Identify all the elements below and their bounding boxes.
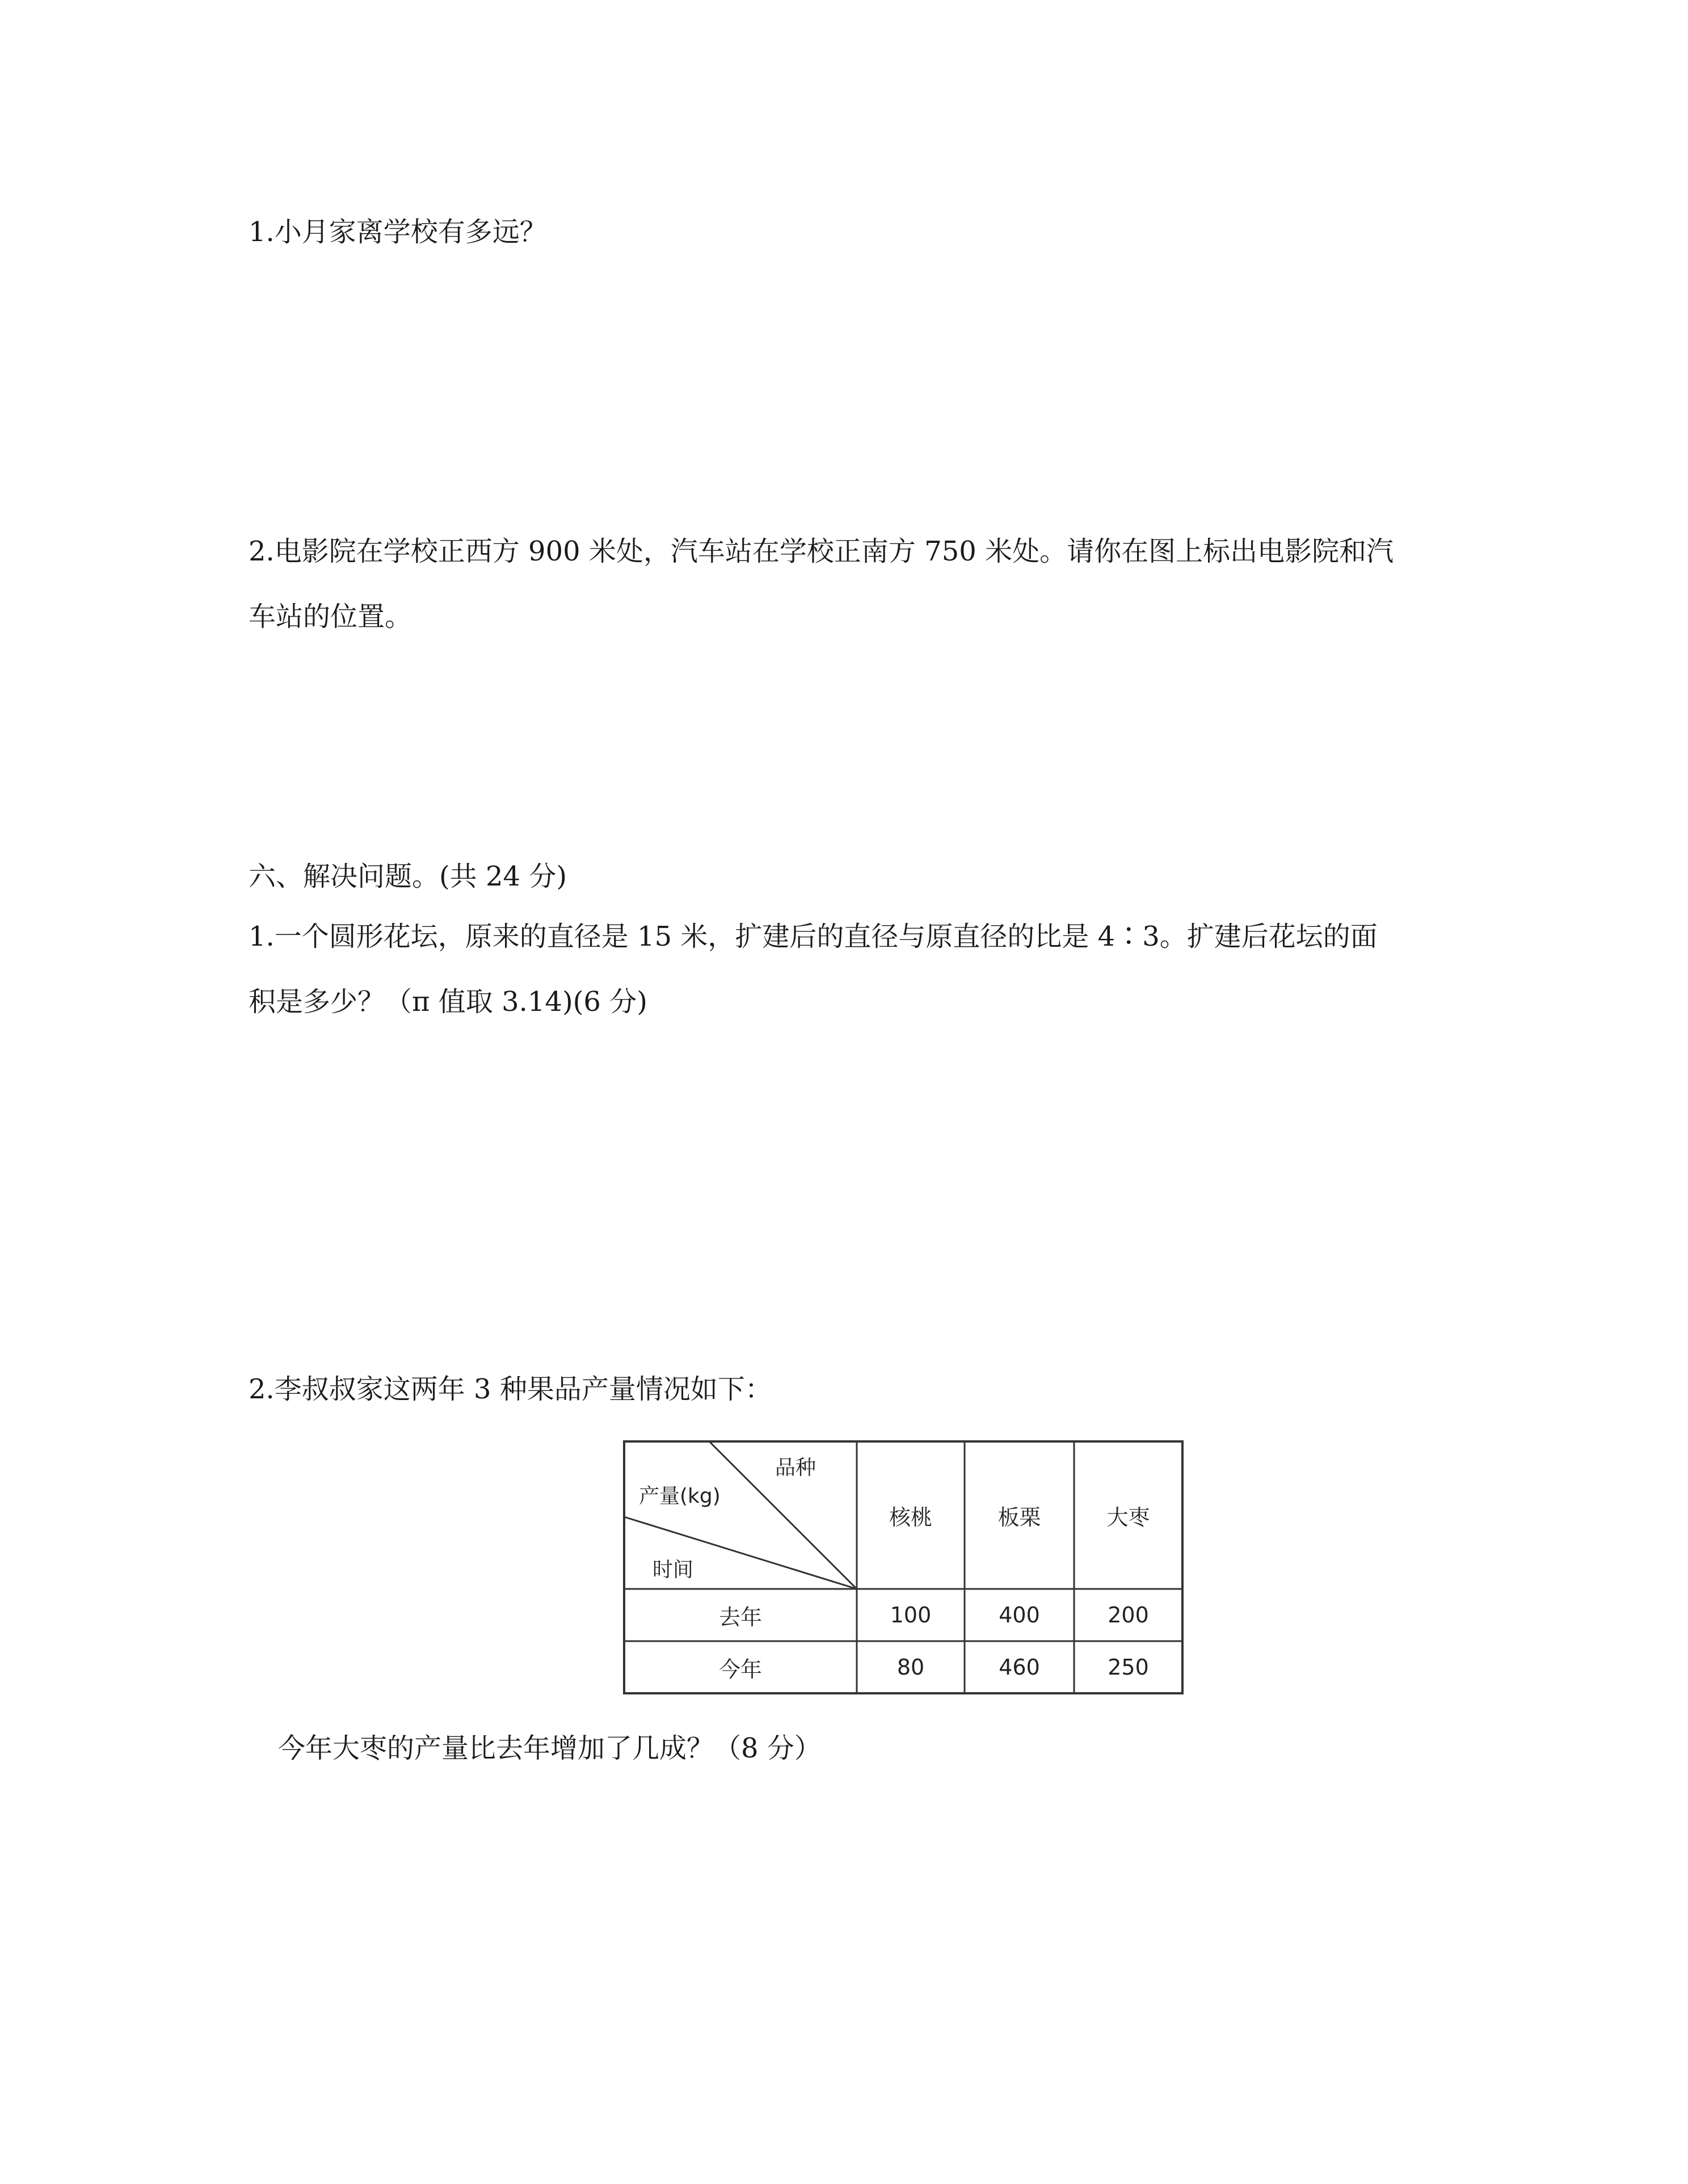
corner-label-time: 时间 xyxy=(653,1558,694,1582)
table-cell: 460 xyxy=(999,1655,1040,1680)
problem-6-1-line-1: 1.一个圆形花坛，原来的直径是 15 米，扩建后的直径与原直径的比是 4∶3。扩建后花坛的面 xyxy=(249,921,1378,952)
column-header-chestnut: 板栗 xyxy=(997,1504,1041,1530)
question-5-2-line-1: 2.电影院在学校正西方 900 米处，汽车站在学校正南方 750 米处。请你在图上标出电影院和汽 xyxy=(249,536,1394,567)
table-cell: 100 xyxy=(890,1603,932,1628)
column-header-jujube: 大枣 xyxy=(1106,1504,1150,1530)
problem-6-2-question: 今年大枣的产量比去年增加了几成？（8 分） xyxy=(278,1732,822,1764)
table-cell: 80 xyxy=(896,1655,925,1680)
column-header-walnut: 核桃 xyxy=(889,1504,932,1530)
table-cell: 200 xyxy=(1108,1603,1149,1628)
table-cell: 400 xyxy=(999,1603,1040,1628)
problem-6-1-line-2: 积是多少？（π 值取 3.14)(6 分) xyxy=(249,986,647,1018)
problem-6-2-intro: 2.李叔叔家这两年 3 种果品产量情况如下： xyxy=(249,1373,772,1405)
row-label-this-year: 今年 xyxy=(718,1656,762,1682)
table-cell: 250 xyxy=(1108,1655,1149,1680)
corner-label-variety: 品种 xyxy=(775,1456,816,1479)
fruit-yield-table xyxy=(623,1440,1184,1694)
question-5-1: 1.小月家离学校有多远？ xyxy=(249,216,547,248)
row-label-last-year: 去年 xyxy=(718,1604,762,1630)
question-5-2-line-2: 车站的位置。 xyxy=(249,601,412,633)
section-6-heading: 六、解决问题。(共 24 分) xyxy=(249,861,567,892)
corner-label-yield: 产量(kg) xyxy=(639,1485,721,1508)
